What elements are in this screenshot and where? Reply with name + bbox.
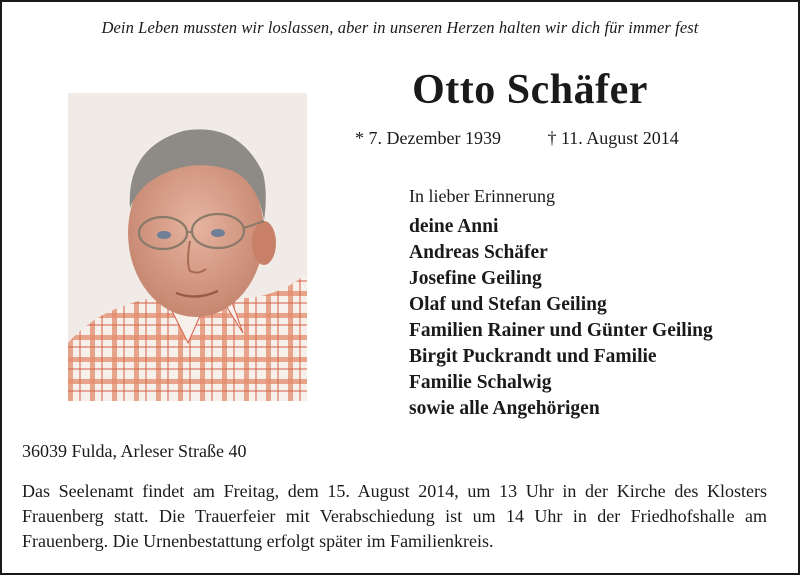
mourner-item: Familien Rainer und Günter Geiling <box>409 320 713 341</box>
motto-text: Dein Leben mussten wir loslassen, aber in unseren Herzen halten wir dich für immer fest <box>101 18 699 37</box>
mourner-item: Olaf und Stefan Geiling <box>409 294 607 315</box>
mourner-item: Birgit Puckrandt und Familie <box>409 346 657 367</box>
mourner-item: Josefine Geiling <box>409 268 542 289</box>
portrait-photo <box>68 93 307 401</box>
mourner-item: deine Anni <box>409 216 499 237</box>
mourner-item: Familie Schalwig <box>409 372 552 393</box>
memory-label: In lieber Erinnerung <box>409 186 555 206</box>
service-details: Das Seelenamt findet am Freitag, dem 15. August 2014, um 13 Uhr in der Kirche des Klosters Frauenberg statt. Die Trauerfeier mit Verabschiedung ist um 14 Uhr in der Friedhofshalle am Frauenberg. Die Urnenbestattung erfolgt später im Familienkreis. <box>22 481 767 551</box>
birth-date: * 7. Dezember 1939 <box>355 128 501 148</box>
death-date: † 11. August 2014 <box>547 128 679 148</box>
family-address: 36039 Fulda, Arleser Straße 40 <box>22 441 247 461</box>
mourners-list <box>409 214 713 422</box>
mourner-item: sowie alle Angehörigen <box>409 398 600 419</box>
deceased-name: Otto Schäfer <box>412 67 648 113</box>
life-dates <box>355 128 679 149</box>
mourner-item: Andreas Schäfer <box>409 242 548 263</box>
